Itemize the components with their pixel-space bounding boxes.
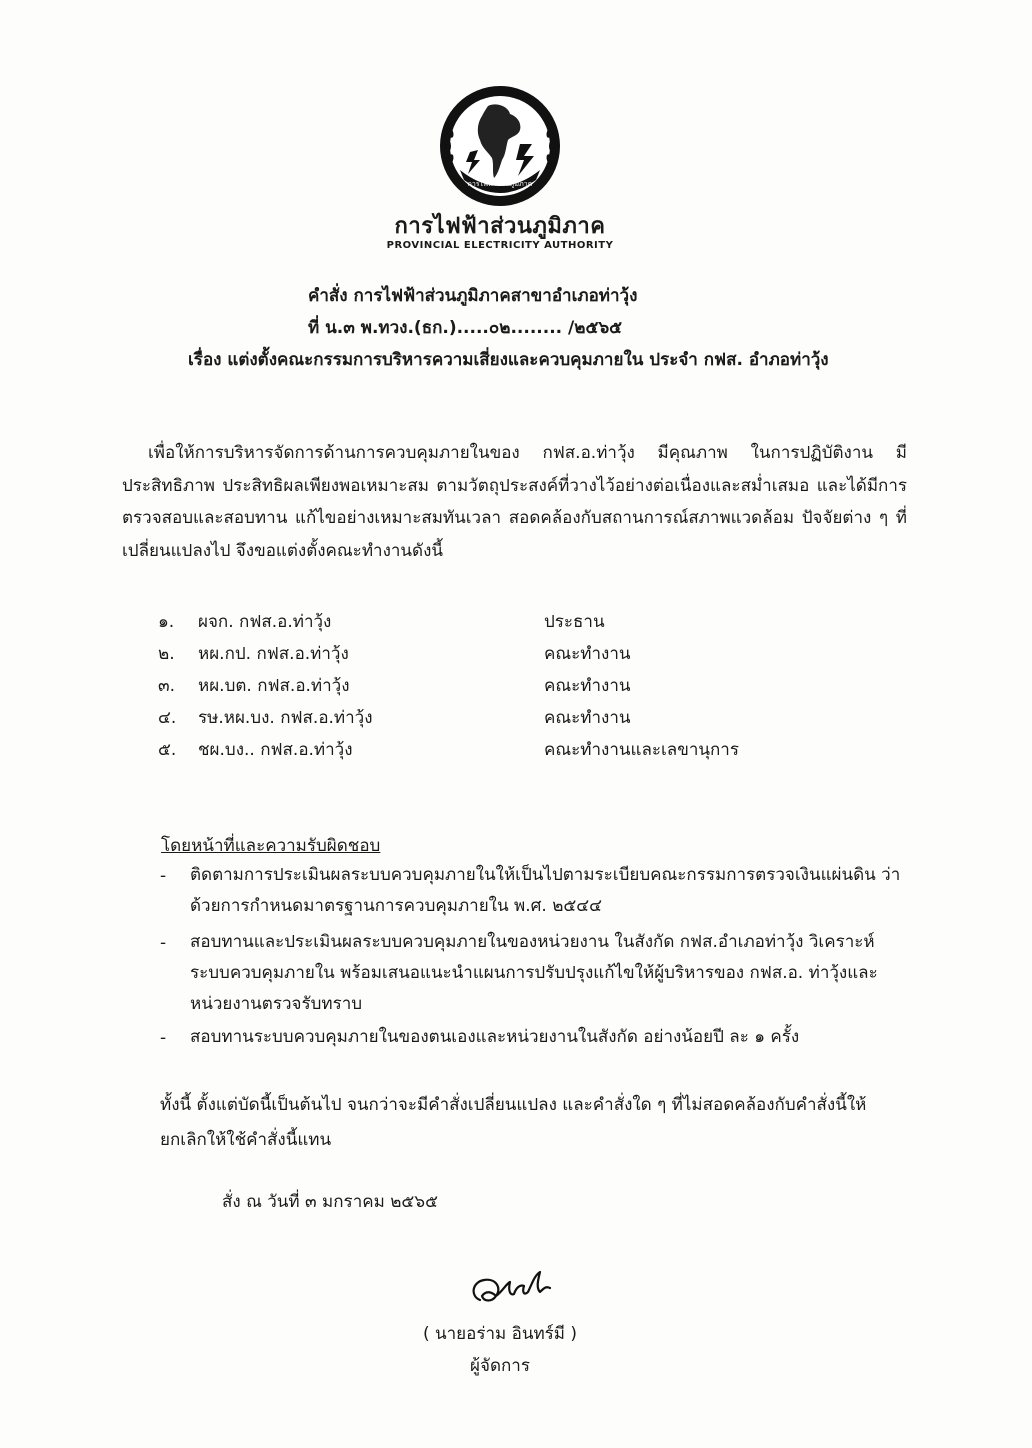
duty-item: ติดตามการประเมินผลระบบควบคุมภายในให้เป็นไปตามระเบียบคณะกรรมการตรวจเงินแผ่นดิน ว่าด้วยการกำหนดมาตรฐานการควบคุมภายใน พ.ศ. ๒๕๔๔ <box>190 865 901 916</box>
signer-position: ผู้จัดการ <box>470 1356 530 1376</box>
bullet-dash: - <box>160 933 167 953</box>
member-number: ๑. <box>158 612 175 632</box>
member-number: ๕. <box>158 740 177 760</box>
duty-item: สอบทานระบบควบคุมภายในของตนเองและหน่วยงานในสังกัด อย่างน้อยปี ละ ๑ ครั้ง <box>190 1027 800 1047</box>
member-number: ๒. <box>158 644 175 664</box>
member-name: หผ.กป. กฟส.อ.ท่าวุ้ง <box>198 644 349 664</box>
duty-item: สอบทานและประเมินผลระบบควบคุมภายในของหน่วยงาน ในสังกัด กฟส.อำเภอท่าวุ้ง วิเคราะห์ระบบควบคุมภายใน พร้อมเสนอแนะนำแผนการปรับปรุงแก้ไขให้ผู้บริหารของ กฟส.อ. ท่าวุ้งและหน่วยงานตรวจรับทราบ <box>190 932 878 1014</box>
duties-heading: โดยหน้าที่และความรับผิดชอบ <box>161 836 381 856</box>
order-date: สั่ง ณ วันที่ ๓ มกราคม ๒๕๖๕ <box>222 1192 438 1212</box>
member-name: หผ.บต. กฟส.อ.ท่าวุ้ง <box>198 676 350 696</box>
handwritten-signature-icon <box>462 1262 558 1318</box>
member-role: คณะทำงาน <box>544 708 631 728</box>
order-number: ที่ น.๓ พ.ทวง.(ธก.).....๐๒........ /๒๕๖๕ <box>308 318 622 338</box>
bullet-dash: - <box>160 866 167 886</box>
member-name: รษ.หผ.บง. กฟส.อ.ท่าวุ้ง <box>198 708 373 728</box>
intro-text: เพื่อให้การบริหารจัดการด้านการควบคุมภายในของ กฟส.อ.ท่าวุ้ง มีคุณภาพ ในการปฏิบัติงาน มีประสิทธิภาพ ประสิทธิผลเพียงพอเหมาะสม ตามวัตถุประสงค์ที่วางไว้อย่างต่อเนื่องและสม่ำเสมอ และได้มีการตรวจสอบและสอบทาน แก้ไขอย่างเหมาะสมทันเวลา สอดคล้องกับสถานการณ์สภาพแวดล้อม ปัจจัยต่าง ๆ ที่เปลี่ยนแปลงไป จึงขอแต่งตั้งคณะทำงานดังนี้ <box>122 443 907 561</box>
pea-emblem-icon <box>436 82 564 210</box>
member-number: ๓. <box>158 676 176 696</box>
member-role: ประธาน <box>544 612 605 632</box>
closing-paragraph: ทั้งนี้ ตั้งแต่บัดนี้เป็นต้นไป จนกว่าจะมีคำสั่งเปลี่ยนแปลง และคำสั่งใด ๆ ที่ไม่สอดคล้องกับคำสั่งนี้ให้ยกเลิกให้ใช้คำสั่งนี้แทน <box>160 1095 867 1150</box>
member-role: คณะทำงาน <box>544 644 631 664</box>
member-name: ผจก. กฟส.อ.ท่าวุ้ง <box>198 612 332 632</box>
signer-name: ( นายอร่าม อินทร์มี ) <box>422 1324 578 1344</box>
order-subject: เรื่อง แต่งตั้งคณะกรรมการบริหารความเสี่ยงและควบคุมภายใน ประจำ กฟส. อำภอท่าวุ้ง <box>188 350 829 370</box>
organization-name-thai: การไฟฟ้าส่วนภูมิภาค <box>394 214 606 239</box>
member-number: ๔. <box>158 708 177 728</box>
organization-name-english: PROVINCIAL ELECTRICITY AUTHORITY <box>386 240 614 251</box>
intro-paragraph <box>122 437 907 567</box>
bullet-dash: - <box>160 1028 167 1048</box>
svg-text:การไฟฟ้าส่วนภูมิภาค: การไฟฟ้าส่วนภูมิภาค <box>467 180 533 188</box>
order-title: คำสั่ง การไฟฟ้าส่วนภูมิภาคสาขาอำเภอท่าวุ้ง <box>308 286 638 306</box>
member-name: ชผ.บง.. กฟส.อ.ท่าวุ้ง <box>198 740 353 760</box>
member-role: คณะทำงานและเลขานุการ <box>544 740 739 760</box>
member-role: คณะทำงาน <box>544 676 631 696</box>
